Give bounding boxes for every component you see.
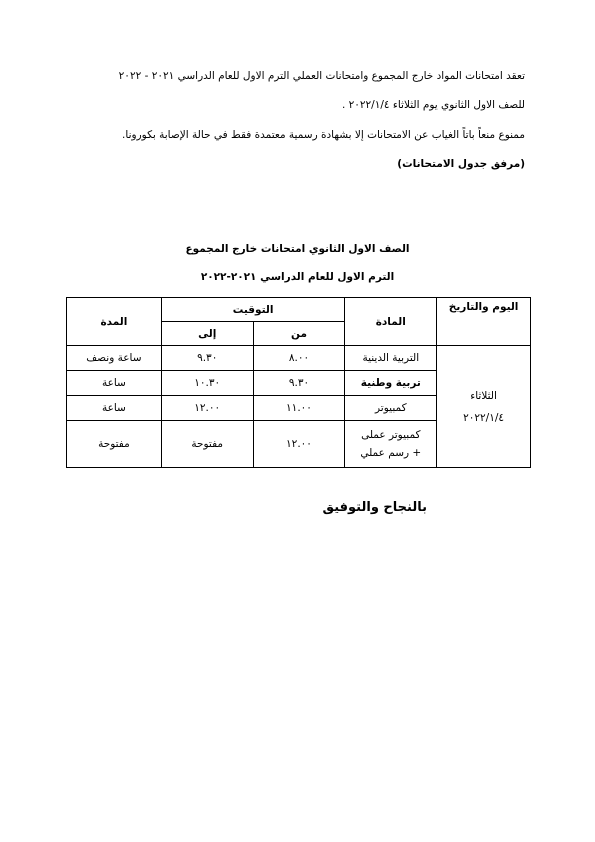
intro-line-4: (مرفق جدول الامتحانات) xyxy=(397,158,525,170)
date-label: ٢٠٢٢/١/٤ xyxy=(463,411,505,424)
subject-cell: تربية وطنية xyxy=(345,371,437,396)
day-date-cell xyxy=(437,346,531,468)
intro-line-3: ممنوع منعاً باتاً الغياب عن الامتحانات إلا بشهادة رسمية معتمدة فقط في حالة الإصابة بكورونا. xyxy=(122,129,525,141)
header-subject: المادة xyxy=(345,298,437,346)
from-cell: ١٢.٠٠ xyxy=(253,421,345,468)
to-cell: مفتوحة xyxy=(161,421,253,468)
duration-cell: ساعة xyxy=(67,371,162,396)
header-to: إلى xyxy=(161,322,253,346)
duration-cell: ساعة xyxy=(67,396,162,421)
header-timing: التوقيت xyxy=(161,298,345,322)
subject-line-2: + رسم عملي xyxy=(360,447,422,459)
intro-line-2: للصف الاول الثانوي يوم الثلاثاء ٢٠٢٢/١/٤ . xyxy=(341,99,525,111)
from-cell: ٨.٠٠ xyxy=(253,346,345,371)
to-cell: ٩.٣٠ xyxy=(161,346,253,371)
closing-wish: بالنجاح والتوفيق xyxy=(322,500,427,515)
duration-cell: ساعة ونصف xyxy=(67,346,162,371)
duration-cell: مفتوحة xyxy=(67,421,162,468)
subject-cell: التربية الدينية xyxy=(345,346,437,371)
intro-line-1: تعقد امتحانات المواد خارج المجموع وامتحانات العملي الترم الاول للعام الدراسي ٢٠٢١ - ٢٠٢٢ xyxy=(118,70,525,82)
to-cell: ١٠.٣٠ xyxy=(161,371,253,396)
subject-line-1: كمبيوتر عملى xyxy=(361,429,421,441)
subject-cell: كمبيوتر xyxy=(345,396,437,421)
table-title: الصف الاول الثانوي امتحانات خارج المجموع xyxy=(185,243,410,255)
table-header-row xyxy=(67,298,531,322)
from-cell: ١١.٠٠ xyxy=(253,396,345,421)
header-from: من xyxy=(253,322,345,346)
to-cell: ١٢.٠٠ xyxy=(161,396,253,421)
day-label: الثلاثاء xyxy=(470,389,497,402)
header-duration: المدة xyxy=(67,298,162,346)
table-row xyxy=(67,346,531,371)
from-cell: ٩.٣٠ xyxy=(253,371,345,396)
subject-cell xyxy=(345,421,437,468)
table-subtitle: الترم الاول للعام الدراسي ٢٠٢١-٢٠٢٢ xyxy=(200,271,395,283)
exam-schedule-table xyxy=(66,297,531,468)
header-day-date: اليوم والتاريخ xyxy=(437,298,531,346)
